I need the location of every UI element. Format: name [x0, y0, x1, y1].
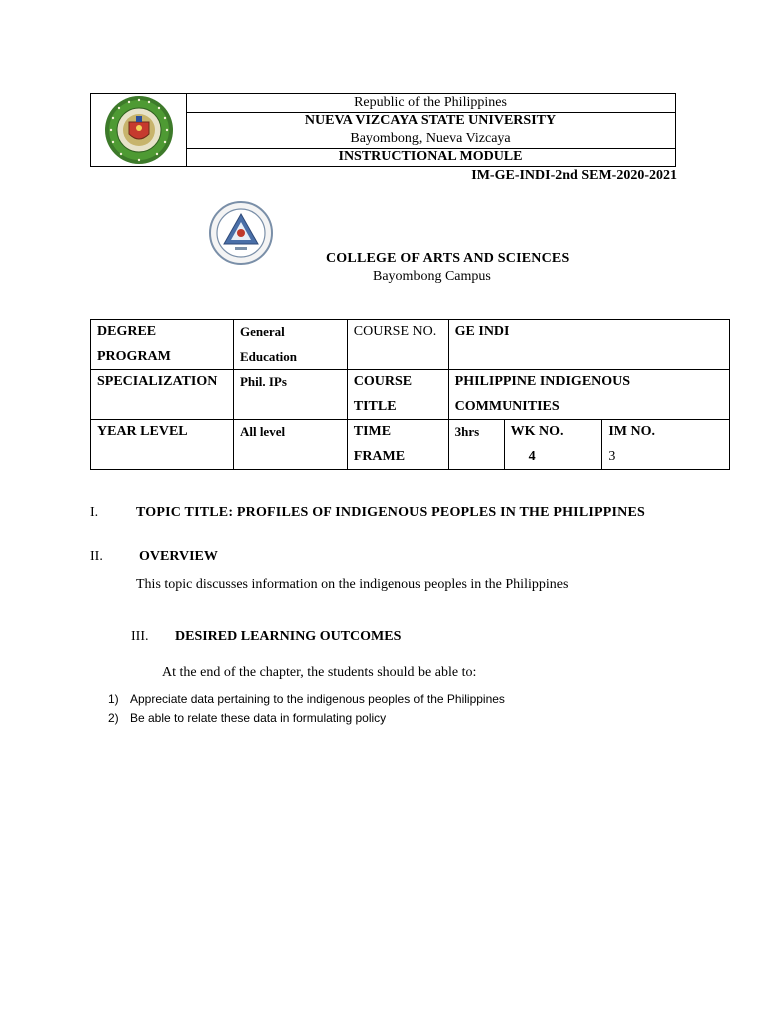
- university-name: NUEVA VIZCAYA STATE UNIVERSITY: [304, 113, 557, 128]
- course-title-value: PHILIPPINE INDIGENOUS COMMUNITIES: [448, 370, 729, 420]
- degree-program-value: General Education: [233, 320, 347, 370]
- year-level-label: YEAR LEVEL: [91, 420, 234, 470]
- table-row: [91, 320, 730, 370]
- header-university-row: [186, 112, 675, 149]
- section-topic: [90, 505, 98, 521]
- course-title-label: COURSE TITLE: [347, 370, 448, 420]
- overview-text: This topic discusses information on the indigenous peoples in the Philippines: [136, 577, 569, 592]
- header-logo-cell: [91, 94, 187, 166]
- outcome-item: Appreciate data pertaining to the indigenous peoples of the Philippines: [130, 692, 505, 706]
- specialization-value: Phil. IPs: [233, 370, 347, 420]
- section-number: I.: [90, 505, 99, 520]
- outcome-number: 2): [108, 711, 119, 725]
- outcomes-intro: At the end of the chapter, the students should be able to:: [162, 665, 477, 680]
- module-type: INSTRUCTIONAL MODULE: [338, 149, 523, 164]
- wk-no-value: 4: [528, 448, 536, 464]
- time-frame-label: TIME FRAME: [347, 420, 448, 470]
- wk-no-label: WK NO.: [510, 424, 564, 439]
- republic-text: Republic of the Philippines: [354, 95, 507, 110]
- course-no-label: COURSE NO.: [347, 320, 448, 370]
- module-code: IM-GE-INDI-2nd SEM-2020-2021: [471, 168, 677, 183]
- outcome-number: 1): [108, 692, 119, 706]
- header-module-row: [186, 148, 675, 166]
- college-name: COLLEGE OF ARTS AND SCIENCES: [326, 251, 570, 266]
- university-location: Bayombong, Nueva Vizcaya: [350, 131, 511, 146]
- im-no-label: IM NO.: [608, 424, 655, 439]
- header-republic-row: [186, 94, 675, 113]
- outcomes-title: DESIRED LEARNING OUTCOMES: [175, 629, 402, 644]
- course-info-table: [90, 319, 730, 470]
- college-campus: Bayombong Campus: [373, 269, 491, 284]
- wk-no-cell: [504, 420, 602, 470]
- im-no-cell: [602, 420, 730, 470]
- section-outcomes-number: III.: [131, 629, 149, 644]
- college-arts-sciences-seal-icon: [209, 200, 273, 266]
- outcome-item: Be able to relate these data in formulating policy: [130, 711, 387, 725]
- im-no-value: 3: [608, 448, 616, 464]
- table-row: [91, 420, 730, 470]
- section-overview-number: II.: [90, 549, 103, 564]
- time-frame-value: 3hrs: [448, 420, 504, 470]
- course-no-value: GE INDI: [448, 320, 729, 370]
- overview-title: OVERVIEW: [139, 549, 218, 564]
- nvsu-seal-icon: [99, 94, 179, 166]
- specialization-label: SPECIALIZATION: [91, 370, 234, 420]
- topic-title: TOPIC TITLE: PROFILES OF INDIGENOUS PEOPLES IN THE PHILIPPINES: [136, 505, 645, 520]
- year-level-value: All level: [233, 420, 347, 470]
- header-box: [90, 93, 676, 167]
- degree-program-label: DEGREE PROGRAM: [91, 320, 234, 370]
- table-row: [91, 370, 730, 420]
